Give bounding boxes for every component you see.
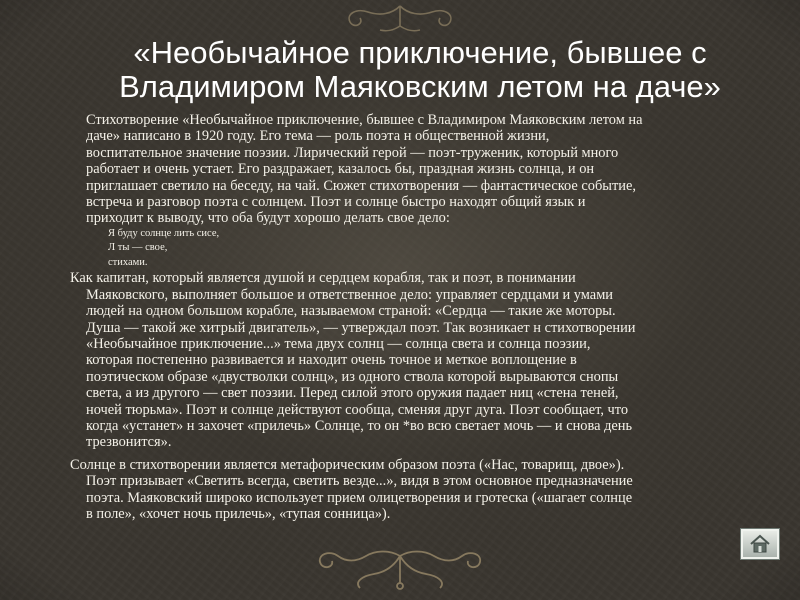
text-line: света, а из другого — свет поэзии. Перед силой этого оружия падает ниц «стена теней, (86, 385, 619, 402)
text-line: людей на одном большом корабле, называемом страной: «Сердца — такие же моторы. (86, 303, 616, 320)
text-line: поэта. Маяковский широко использует прием олицетворения и гротеска («шагает солнце (86, 489, 633, 506)
text-line: трезвонится». (86, 434, 172, 451)
text-line: Как капитан, который является душой и сердцем корабля, так и поэт, в понимании (70, 270, 576, 287)
paragraph-2 (70, 270, 730, 450)
text-line: встреча и разговор поэта с солнцем. Поэт и солнце быстро находят общий язык и (86, 194, 586, 211)
text-line: приглашает светило на беседу, на чай. Сюжет стихотворения — фантастическое событие, (86, 177, 636, 194)
page-title (70, 36, 770, 104)
paragraph-3 (70, 457, 730, 523)
poem-line: стихами. (108, 256, 148, 268)
text-line: поэтическом образе «двустволки солнц», из одного ствола которой вырываются снопы (86, 368, 619, 385)
title-line-1: «Необычайное приключение, бывшее с (133, 35, 707, 70)
text-line: которая постепенно развивается и находит очень точное и меткое воплощение в (86, 352, 577, 369)
text-line: когда «устанет» н захочет «прилечь» Солнце, то он *во всю светает мочь — и снова день (86, 418, 633, 434)
top-ornament (300, 2, 500, 36)
text-line: воспитательное значение поэзии. Лирический герой — поэт-труженик, который много (86, 144, 619, 161)
bottom-ornament (290, 548, 510, 592)
poem-quote (70, 227, 730, 271)
slide-body (70, 112, 730, 522)
home-icon (748, 534, 772, 554)
text-line: Солнце в стихотворении является метафорическим образом поэта («Нас, товарищ, двое»). (70, 456, 625, 473)
text-line: даче» написано в 1920 году. Его тема — роль поэта н общественной жизни, (86, 128, 550, 145)
text-line: «Необычайное приключение...» тема двух солнц — солнца света и солнца поэзии, (86, 335, 591, 352)
text-line: работает и очень устает. Его раздражает, казалось бы, праздная жизнь солнца, и он (86, 161, 595, 178)
poem-line: Л ты — свое, (108, 242, 168, 254)
text-line: в поле», «хочет ночь прилечь», «тупая сонница»). (86, 506, 391, 523)
text-line: Поэт призывает «Светить всегда, светить везде...», видя в этом основное предназначение (86, 473, 633, 490)
paragraph-1 (70, 112, 730, 227)
home-button[interactable] (741, 529, 779, 559)
poem-line: Я буду солнце лить сисе, (108, 227, 220, 239)
title-line-2: Владимиром Маяковским летом на даче» (119, 69, 721, 104)
text-line: Душа — такой же хитрый двигатель», — утверждал поэт. Так возникает н стихотворении (86, 319, 636, 336)
text-line: ночей тюрьма». Поэт и солнце действуют сообща, сменяя друг дуга. Поэт сообщает, что (86, 401, 629, 418)
text-line: Маяковского, выполняет большое и ответственное дело: управляет сердцами и умами (86, 286, 614, 303)
text-line: Стихотворение «Необычайное приключение, бывшее с Владимиром Маяковским летом на (86, 112, 643, 128)
text-line: приходит к выводу, что оба будут хорошо делать свое дело: (86, 210, 450, 227)
